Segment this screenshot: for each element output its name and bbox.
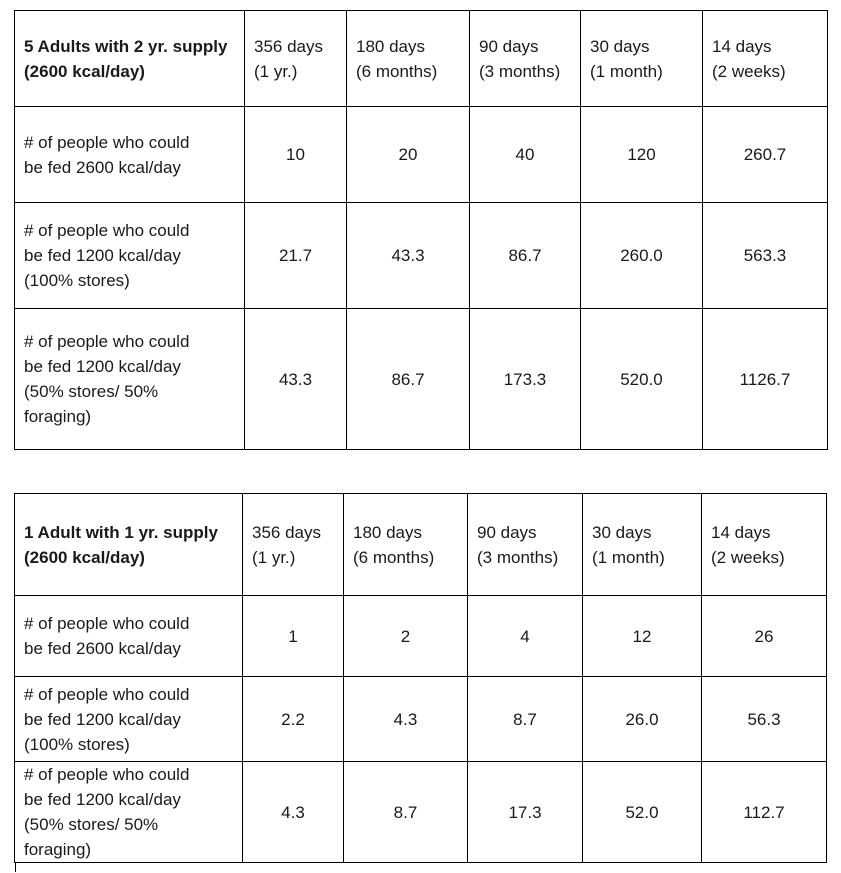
table-cell: 56.3 bbox=[702, 677, 827, 762]
period-days: 180 days bbox=[353, 522, 422, 542]
table-cell: 520.0 bbox=[581, 309, 703, 450]
period-days: 30 days bbox=[592, 522, 652, 542]
table-cell: 40 bbox=[470, 107, 581, 203]
table-cell: 2.2 bbox=[243, 677, 344, 762]
table-cell: 86.7 bbox=[470, 203, 581, 309]
period-note: (2 weeks) bbox=[712, 61, 786, 81]
row-label-line: (50% stores/ 50% bbox=[24, 815, 159, 834]
table-cell: 563.3 bbox=[703, 203, 828, 309]
row-label-line: foraging) bbox=[24, 407, 92, 426]
row-label-line: foraging) bbox=[24, 840, 92, 859]
row-label bbox=[15, 309, 245, 450]
row-label-line: be fed 2600 kcal/day bbox=[24, 157, 181, 177]
table-row bbox=[15, 107, 828, 203]
row-label-line: be fed 1200 kcal/day bbox=[24, 357, 181, 376]
period-note: (3 months) bbox=[479, 61, 561, 81]
row-label bbox=[15, 596, 243, 677]
row-label bbox=[15, 203, 245, 309]
table-cell: 86.7 bbox=[347, 309, 470, 450]
table-cell: 1 bbox=[243, 596, 344, 677]
period-note: (1 month) bbox=[590, 61, 663, 81]
row-label bbox=[15, 677, 243, 762]
table-cell: 26.0 bbox=[583, 677, 702, 762]
table-row bbox=[15, 762, 827, 863]
column-header bbox=[581, 11, 703, 107]
row-label-line: be fed 1200 kcal/day bbox=[24, 709, 181, 729]
table-title-cell bbox=[15, 494, 243, 596]
table-header-row bbox=[15, 11, 828, 107]
row-label-line: (50% stores/ 50% bbox=[24, 382, 159, 401]
table-cell: 52.0 bbox=[583, 762, 702, 863]
column-header bbox=[583, 494, 702, 596]
column-header bbox=[702, 494, 827, 596]
supply-table-5-adults bbox=[14, 10, 828, 450]
table-row bbox=[15, 309, 828, 450]
row-label-line: # of people who could bbox=[24, 614, 190, 633]
period-days: 90 days bbox=[477, 522, 537, 542]
period-note: (6 months) bbox=[353, 547, 435, 567]
column-header bbox=[243, 494, 344, 596]
table-header-row bbox=[15, 494, 827, 596]
table-cell: 4.3 bbox=[243, 762, 344, 863]
table-cell: 43.3 bbox=[245, 309, 347, 450]
column-header bbox=[468, 494, 583, 596]
row-label bbox=[15, 107, 245, 203]
table-row bbox=[15, 596, 827, 677]
supply-table-1-adult bbox=[14, 493, 827, 863]
table-cell: 120 bbox=[581, 107, 703, 203]
period-note: (1 yr.) bbox=[252, 547, 296, 567]
column-header bbox=[347, 11, 470, 107]
text-cursor bbox=[15, 862, 16, 872]
column-header bbox=[245, 11, 347, 107]
row-label-line: (100% stores) bbox=[24, 271, 130, 290]
table-cell: 8.7 bbox=[344, 762, 468, 863]
row-label-line: be fed 1200 kcal/day bbox=[24, 790, 181, 809]
table-cell: 112.7 bbox=[702, 762, 827, 863]
table-cell: 10 bbox=[245, 107, 347, 203]
period-note: (3 months) bbox=[477, 547, 559, 567]
table-cell: 1126.7 bbox=[703, 309, 828, 450]
row-label-line: # of people who could bbox=[24, 332, 190, 351]
column-header bbox=[470, 11, 581, 107]
row-label-line: # of people who could bbox=[24, 221, 190, 240]
table-cell: 21.7 bbox=[245, 203, 347, 309]
table-cell: 26 bbox=[702, 596, 827, 677]
row-label-line: # of people who could bbox=[24, 132, 190, 152]
row-label-line: (100% stores) bbox=[24, 734, 130, 754]
table-row bbox=[15, 677, 827, 762]
row-label-line: be fed 1200 kcal/day bbox=[24, 246, 181, 265]
period-days: 180 days bbox=[356, 36, 425, 56]
period-note: (1 yr.) bbox=[254, 61, 298, 81]
period-days: 356 days bbox=[254, 36, 323, 56]
column-header bbox=[703, 11, 828, 107]
row-label-line: # of people who could bbox=[24, 684, 190, 704]
row-label bbox=[15, 762, 243, 863]
table-cell: 260.7 bbox=[703, 107, 828, 203]
table-cell: 173.3 bbox=[470, 309, 581, 450]
row-label-line: # of people who could bbox=[24, 765, 190, 784]
period-days: 30 days bbox=[590, 36, 650, 56]
period-note: (6 months) bbox=[356, 61, 438, 81]
table-title: 1 Adult with 1 yr. supply (2600 kcal/day) bbox=[24, 522, 218, 567]
table-cell: 12 bbox=[583, 596, 702, 677]
table-row bbox=[15, 203, 828, 309]
table-cell: 17.3 bbox=[468, 762, 583, 863]
table-cell: 20 bbox=[347, 107, 470, 203]
table-cell: 4 bbox=[468, 596, 583, 677]
table-title-cell bbox=[15, 11, 245, 107]
table-cell: 260.0 bbox=[581, 203, 703, 309]
period-days: 14 days bbox=[711, 522, 771, 542]
table-cell: 4.3 bbox=[344, 677, 468, 762]
table-cell: 8.7 bbox=[468, 677, 583, 762]
table-title: 5 Adults with 2 yr. supply (2600 kcal/day) bbox=[24, 36, 228, 81]
period-days: 90 days bbox=[479, 36, 539, 56]
period-note: (1 month) bbox=[592, 547, 665, 567]
column-header bbox=[344, 494, 468, 596]
table-cell: 2 bbox=[344, 596, 468, 677]
period-days: 14 days bbox=[712, 36, 772, 56]
period-note: (2 weeks) bbox=[711, 547, 785, 567]
table-cell: 43.3 bbox=[347, 203, 470, 309]
period-days: 356 days bbox=[252, 522, 321, 542]
row-label-line: be fed 2600 kcal/day bbox=[24, 639, 181, 658]
